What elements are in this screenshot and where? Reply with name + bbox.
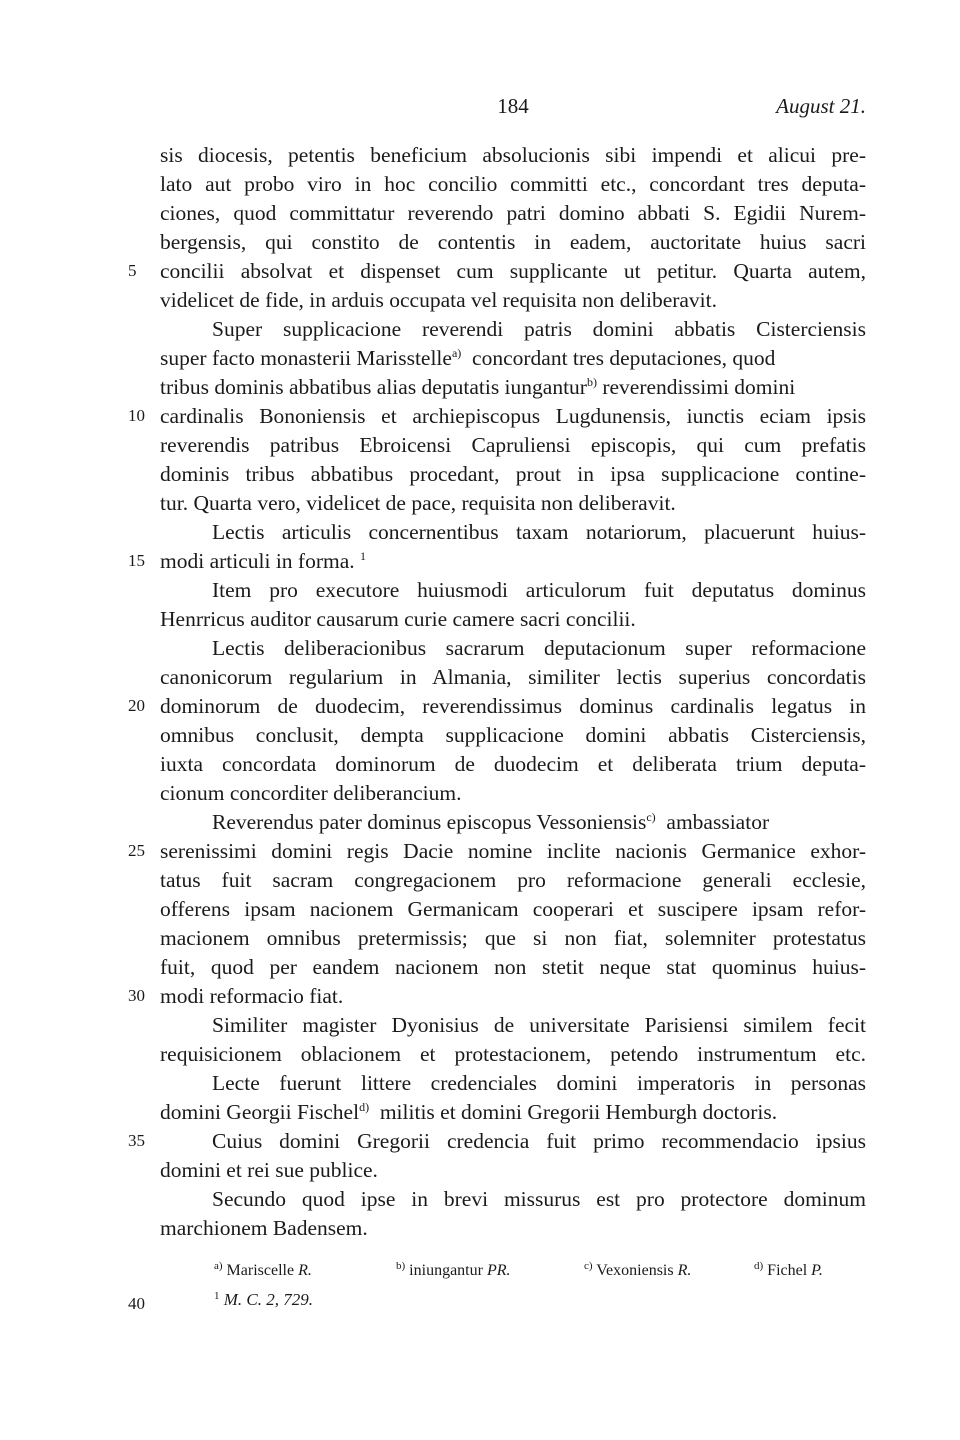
line-number: 30	[128, 986, 145, 1005]
footnote-mark: 1	[214, 1290, 220, 1302]
text-line-18: Lectis deliberacionibus sacrarum deputacionum super reformacione	[212, 636, 866, 660]
text-line-24	[212, 808, 866, 836]
text-line-1: sis diocesis, petentis beneficium absolucionis sibi impendi et alicui pre-	[160, 143, 866, 167]
text-line-22: iuxta concordata dominorum de duodecim et deliberata trium deputa-	[160, 752, 866, 776]
page-number: 184	[497, 94, 529, 118]
line-number: 15	[128, 551, 145, 570]
footnote-marker-1: 1	[360, 549, 367, 563]
text-line-36: domini et rei sue publice.	[160, 1158, 378, 1182]
line-number: 25	[128, 841, 145, 860]
text-segment: militis et domini Gregorii Hemburgh doctoris.	[379, 1100, 778, 1124]
text-line-37: Secundo quod ipse in brevi missurus est pro protectore dominum	[212, 1187, 866, 1211]
text-line-2: lato aut probo viro in hoc concilio committi etc., concordant tres deputa-	[160, 172, 866, 196]
text-segment: domini Georgii Fischel	[160, 1100, 360, 1124]
text-line-8	[160, 344, 866, 372]
footnote-a	[214, 1262, 312, 1280]
footnote-marker-d: d)	[359, 1100, 370, 1114]
footnote-siglum: R.	[298, 1262, 312, 1279]
footnote-mark: d)	[754, 1260, 764, 1272]
footnote-text: Mariscelle	[226, 1262, 295, 1279]
text-line-35: Cuius domini Gregorii credencia fuit primo recommendacio ipsius	[212, 1129, 866, 1153]
text-line-12: dominis tribus abbatibus procedant, prout in ipsa supplicacione contine-	[160, 462, 866, 486]
footnote-mark: c)	[584, 1260, 593, 1272]
footnote-mark: a)	[214, 1260, 223, 1272]
text-line-15	[160, 547, 866, 575]
line-number: 20	[128, 696, 145, 715]
footnote-d	[754, 1262, 823, 1280]
text-line-14: Lectis articulis concernentibus taxam notariorum, placuerunt huius-	[212, 520, 866, 544]
text-line-32: requisicionem oblacionem et protestacionem, petendo instrumentum etc.	[160, 1042, 866, 1066]
text-line-21: omnibus conclusit, dempta supplicacione domini abbatis Cisterciensis,	[160, 723, 866, 747]
footnote-mark: b)	[396, 1260, 406, 1272]
text-line-6: videlicet de fide, in arduis occupata vel requisita non deliberavit.	[160, 288, 718, 312]
text-line-3: ciones, quod committatur reverendo patri domino abbati S. Egidii Nurem-	[160, 201, 866, 225]
footnote-text: iniungantur	[409, 1262, 483, 1279]
text-segment: ambassiator	[666, 810, 770, 834]
line-number: 35	[128, 1131, 145, 1150]
text-segment: reverendissimi domini	[602, 375, 796, 399]
text-line-26: tatus fuit sacram congregacionem pro reformacione generali ecclesie,	[160, 868, 866, 892]
footnote-text: Vexoniensis	[596, 1262, 674, 1279]
text-line-16: Item pro executore huiusmodi articulorum fuit deputatus dominus	[212, 578, 866, 602]
line-number: 10	[128, 406, 145, 425]
text-line-33: Lecte fuerunt littere credenciales domini imperatoris in personas	[212, 1071, 866, 1095]
footnote-siglum: R.	[677, 1262, 692, 1279]
text-line-5: concilii absolvat et dispenset cum supplicante ut petitur. Quarta autem,	[160, 259, 866, 283]
text-line-13: tur. Quarta vero, videlicet de pace, requisita non deliberavit.	[160, 491, 676, 515]
text-segment: Reverendus pater dominus episcopus Vessoniensis	[212, 810, 647, 834]
text-line-23: cionum concorditer deliberancium.	[160, 781, 462, 805]
text-line-25: serenissimi domini regis Dacie nomine inclite nacionis Germanice exhor-	[160, 839, 866, 863]
text-segment: tribus dominis abbatibus alias deputatis iungantur	[160, 375, 587, 399]
text-segment: modi articuli in forma.	[160, 549, 355, 573]
text-line-34	[160, 1098, 866, 1126]
line-number: 40	[128, 1294, 145, 1313]
text-line-19: canonicorum regularium in Almania, similiter lectis superius concordatis	[160, 665, 866, 689]
text-line-10: cardinalis Bononiensis et archiepiscopus Lugdunensis, iunctis eciam ipsis	[160, 404, 866, 428]
text-line-29: fuit, quod per eandem nacionem non stetit neque stat quominus huius-	[160, 955, 866, 979]
text-line-11: reverendis patribus Ebroicensi Capruliensi episcopis, qui cum prefatis	[160, 433, 866, 457]
footnote-marker-b: b)	[586, 375, 597, 389]
apparatus-footnotes	[214, 1262, 866, 1290]
footnote-marker-c: c)	[646, 810, 656, 824]
footnote-text: M. C. 2, 729.	[223, 1290, 313, 1309]
text-line-28: macionem omnibus pretermissis; que si non fiat, solemniter protestatus	[160, 926, 866, 950]
text-line-27: offerens ipsam nacionem Germanicam cooperari et suscipere ipsam refor-	[160, 897, 866, 921]
footnote-text: Fichel	[767, 1262, 808, 1279]
footnote-marker-a: a)	[451, 346, 462, 360]
footnote-siglum: P.	[811, 1262, 823, 1279]
footnote-c	[584, 1262, 691, 1280]
footnote-siglum: PR.	[486, 1262, 511, 1279]
footnote-b	[396, 1262, 510, 1280]
text-segment: super facto monasterii Marisstelle	[160, 346, 452, 370]
text-line-17: Henrricus auditor causarum curie camere sacri concilii.	[160, 607, 636, 631]
text-line-9	[160, 373, 866, 401]
text-line-20: dominorum de duodecim, reverendissimus dominus cardinalis legatus in	[160, 694, 866, 718]
running-title: August 21.	[776, 94, 866, 118]
text-line-30: modi reformacio fiat.	[160, 984, 344, 1008]
text-line-7: Super supplicacione reverendi patris domini abbatis Cisterciensis	[212, 317, 866, 341]
text-line-4: bergensis, qui constito de contentis in eadem, auctoritate huius sacri	[160, 230, 866, 254]
line-number: 5	[128, 261, 137, 280]
text-segment: concordant tres deputaciones, quod	[472, 346, 776, 370]
text-line-38: marchionem Badensem.	[160, 1216, 368, 1240]
text-line-31: Similiter magister Dyonisius de universitate Parisiensi similem fecit	[212, 1013, 866, 1037]
footnote-1	[214, 1290, 313, 1310]
page-header	[160, 94, 866, 124]
